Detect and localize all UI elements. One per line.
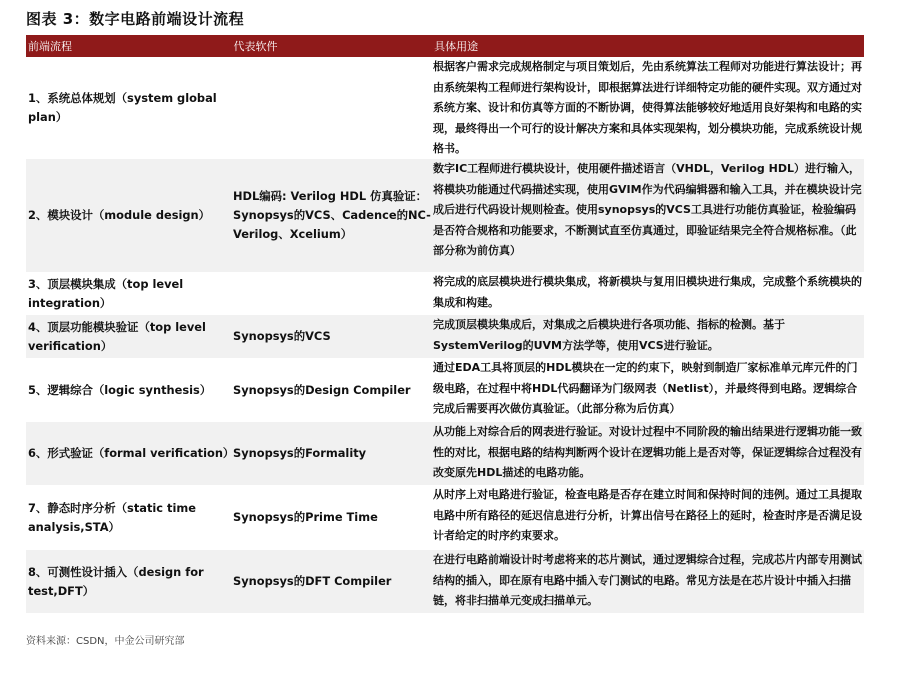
header-usage: 具体用途 [434, 40, 479, 53]
table-row [26, 550, 864, 613]
software-cell: Synopsys的VCS [233, 329, 331, 343]
software-cell: Synopsys的Prime Time [233, 510, 378, 524]
flow-cell: 6、形式验证（formal verification） [28, 446, 235, 460]
flow-cell: 8、可测性设计插入（design for test,DFT） [28, 564, 204, 598]
usage-cell: 数字IC工程师进行模块设计，使用硬件描述语言（VHDL，Verilog HDL）进行输入，将模块功能通过代码描述实现，使用GVIM作为代码编辑器和输入工具，并在模块设计完成后进行代码设计规则检查。使用synopsys的VCS工具进行功能仿真验证，检验编码是否符合规格和功能要求，不断测试直至仿真通过，即验证结果完全符合规格标准。（此部分称为前仿真） [433, 162, 862, 257]
flow-cell: 1、系统总体规划（system global plan） [28, 91, 217, 124]
usage-cell: 从功能上对综合后的网表进行验证。对设计过程中不同阶段的输出结果进行逻辑功能一致性的对比，根据电路的结构判断两个设计在逻辑功能上是否对等，保证逻辑综合过程没有改变原先HDL描述的电路功能。 [433, 425, 862, 479]
usage-cell: 通过EDA工具将顶层的HDL模块在一定的约束下，映射到制造厂家标准单元库元件的门级电路，在过程中将HDL代码翻译为门级网表（Netlist），并最终得到电路。逻辑综合完成后需要再次做仿真验证。（此部分称为后仿真） [433, 361, 858, 415]
usage-cell: 完成顶层模块集成后，对集成之后模块进行各项功能、指标的检测。基于SystemVerilog的UVM方法学等，使用VCS进行验证。 [433, 318, 785, 352]
table-header [26, 35, 864, 57]
flow-cell: 4、顶层功能模块验证（top level verification） [28, 319, 206, 353]
usage-cell: 将完成的底层模块进行模块集成，将新模块与复用旧模块进行集成，完成整个系统模块的集成和构建。 [433, 275, 862, 309]
usage-cell: 从时序上对电路进行验证，检查电路是否存在建立时间和保持时间的违例。通过工具提取电路中所有路径的延迟信息进行分析，计算出信号在路径上的延时，检查时序是否满足设计者给定的时序约束要求。 [433, 488, 862, 542]
figure-title: 图表 3：数字电路前端设计流程 [26, 10, 245, 28]
table-row [26, 422, 864, 485]
table-row [26, 159, 864, 272]
usage-cell: 根据客户需求完成规格制定与项目策划后，先由系统算法工程师对功能进行算法设计；再由系统架构工程师进行架构设计，即根据算法进行详细特定功能的硬件实现。双方通过对系统方案、设计和仿真等方面的不断协调，使得算法能够较好地适用良好架构和电路的实现，最终得出一个可行的设计解决方案和具体实现架构，划分模块功能，完成系统设计规格书。 [433, 60, 862, 155]
source-note: 资料来源：CSDN，中金公司研究部 [26, 636, 185, 647]
software-cell: HDL编码: Verilog HDL 仿真验证：Synopsys的VCS、Cadence的NC-Verilog、Xcelium） [233, 189, 431, 241]
header-software: 代表软件 [233, 40, 278, 53]
software-cell: Synopsys的DFT Compiler [233, 574, 392, 588]
table-row [26, 485, 864, 550]
flow-cell: 5、逻辑综合（logic synthesis） [28, 382, 212, 397]
software-cell [231, 272, 431, 315]
flow-table [26, 35, 864, 613]
flow-cell: 3、顶层模块集成（top level integration） [28, 276, 184, 310]
software-cell: Synopsys的Formality [233, 446, 367, 460]
table-row [26, 57, 864, 159]
usage-cell: 在进行电路前端设计时考虑将来的芯片测试，通过逻辑综合过程，完成芯片内部专用测试结构的插入，即在原有电路中插入专门测试的电路。常见方法是在芯片设计中插入扫描链，将非扫描单元变成扫描单元。 [433, 553, 862, 607]
table-row [26, 272, 864, 315]
flow-cell: 2、模块设计（module design） [28, 208, 211, 222]
table-row [26, 315, 864, 358]
table-body [26, 57, 864, 613]
software-cell [231, 57, 431, 159]
table-row [26, 358, 864, 422]
software-cell: Synopsys的Design Compiler [233, 382, 411, 397]
header-flow: 前端流程 [28, 40, 72, 53]
flow-cell: 7、静态时序分析（static time analysis,STA） [28, 500, 196, 534]
